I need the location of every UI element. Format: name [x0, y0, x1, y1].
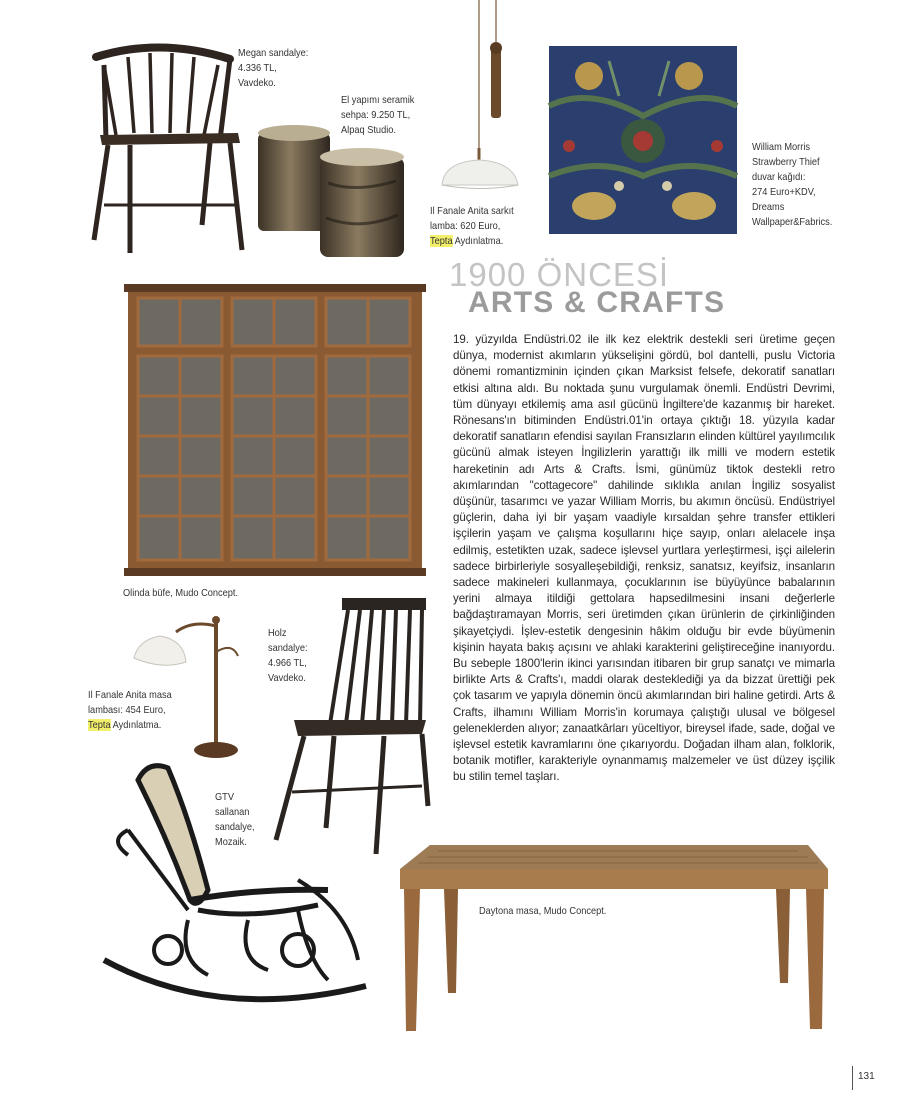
brand-highlight: Tepta: [430, 235, 453, 247]
daytona-table-caption: Daytona masa, Mudo Concept.: [479, 905, 607, 917]
article-title: ARTS & CRAFTS: [468, 286, 726, 319]
caption-line: Il Fanale Anita masa: [88, 689, 172, 701]
caption-line: 4.966 TL,: [268, 657, 307, 669]
pendant-lamp-caption: [430, 204, 514, 249]
caption-line: Strawberry Thief: [752, 156, 820, 168]
caption-line: Alpaq Studio.: [341, 124, 396, 136]
desk-lamp-image: [132, 612, 250, 760]
caption-line: Vavdeko.: [268, 672, 306, 684]
pendant-lamp-image: [434, 0, 524, 195]
brand-highlight: Tepta: [88, 719, 111, 731]
desk-lamp-caption: [88, 688, 172, 733]
article-kicker: 1900 ÖNCESİ: [449, 256, 670, 293]
ceramic-table-caption: [341, 93, 414, 138]
caption-line: duvar kağıdı:: [752, 171, 806, 183]
caption-line: Megan sandalye:: [238, 47, 309, 59]
caption-line: Mozaik.: [215, 836, 247, 848]
caption-line: sehpa: 9.250 TL,: [341, 109, 411, 121]
caption-line: William Morris: [752, 141, 811, 153]
strawberry-thief-wallpaper-image: [549, 46, 737, 234]
caption-line: sandalye,: [215, 821, 255, 833]
caption-line: 274 Euro+KDV,: [752, 186, 816, 198]
caption-tail: Aydınlatma.: [452, 235, 504, 247]
olinda-buffet-image: [124, 284, 426, 576]
megan-chair-caption: [238, 46, 308, 91]
caption-line: Vavdeko.: [238, 77, 276, 89]
caption-line: sandalye:: [268, 642, 308, 654]
caption-line: sallanan: [215, 806, 250, 818]
rocking-chair-image: [98, 760, 373, 1030]
caption-line: 4.336 TL,: [238, 62, 277, 74]
caption-tail: Aydınlatma.: [110, 719, 162, 731]
page-number: 131: [858, 1071, 875, 1082]
caption-line: [430, 234, 514, 249]
caption-line: lamba: 620 Euro,: [430, 220, 501, 232]
ceramic-side-tables-image: [256, 123, 406, 263]
caption-line: Holz: [268, 627, 287, 639]
caption-line: [88, 718, 172, 733]
article-body: 19. yüzyılda Endüstri.02 ile ilk kez elektrik destekli seri üretime geçen dünya, modernist akımların yükselişini gördü, bol dantelli, puslu Victoria dönemi romantizminin içinden çıkan Marksist felsefe, dekoratif sanatları etkisi altına aldı. Bu noktada şunu vurgulamak önemli. Endüstri Devrimi, tüm dünyayı etkilemiş ama asıl gücünü İngiltere'de kazanmış bir hareket. Rönesans'ın bitiminden Endüstri.01'in ortaya çıktığı 18. yüzyıla kadar dekoratif sanatların efendisi sayılan Fransızların elinden kültürel yayılımcılık gücünü almak isteyen İngilizlerin yarattığı ilk milli ve modern estetik hareketinin adı Arts & Crafts. İsmi, günümüz tiktok destekli retro akımlarından "cottagecore" dahilinde sıklıkla anılan İngiliz sosyalist düşünür, tasarımcı ve yazar William Morris, bu akımın öncüsü. Endüstriyel güçlerin, daha iyi bir yaşam vaadiyle kırsaldan şehre transfer ettikleri işçilerin yaşam ve çalışma koşullarını hiçe sayıp, onları alelacele inşa edilmiş, estetikten uzak, sadece işlevsel yurtlara yerleştirmesi, işçi ailelerin sadece birbirleriyle sosyalleşebildiği, renksiz, sanatsız, keyifsiz, insanların sadece makineleri kullanmaya, çocuklarının ise büyüyünce babalarının yerini almaya itildiği gettolara hapsedilmesini insani değerlerle bağdaştıramayan Morris, seri üretimden çıkan ürünlerin de çirkinliğinden şikayetçiydi. İşlev-estetik dengesinin hâkim olduğu bir evde büyümenin kişinin hayata bakış açısını ve ahlaki karakterini geliştireceğine inanıyordu. Bu sebeple 1800'lerin ikinci yarısından itibaren bir grup sanatçı ve mimarla birlikte Arts & Crafts'ı, maddi olarak desteklediği ya da bizzat ürettiği pek çok tasarım ve yapıyla dönemin öncü akımlarından biri haline getirdi. Arts & Crafts, ilhamını William Morris'in korumaya çalıştığı ulusal ve bölgesel geleneklerden alıyor; zanaatkârları yüceltiyor, bireysel ifade, sade, doğal ve işlevsel estetik kavramlarını öne çıkarıyordu. Doğadan ilham alan, folklorik, botanik motifler, karakteriyle oynanmamış malzemeler ve üst düzey işçilik bu stilin temel taşları.: [453, 333, 835, 784]
caption-line: Il Fanale Anita sarkıt: [430, 205, 514, 217]
caption-line: GTV: [215, 791, 235, 803]
buffet-caption: Olinda büfe, Mudo Concept.: [123, 587, 239, 599]
megan-chair-image: [90, 45, 250, 270]
wallpaper-caption: [752, 140, 832, 230]
daytona-table-image: [398, 843, 832, 1033]
caption-line: El yapımı seramik: [341, 94, 415, 106]
caption-line: Wallpaper&Fabrics.: [752, 216, 833, 228]
caption-line: Dreams: [752, 201, 785, 213]
caption-line: lambası: 454 Euro,: [88, 704, 166, 716]
page-number-rule: [852, 1066, 853, 1090]
